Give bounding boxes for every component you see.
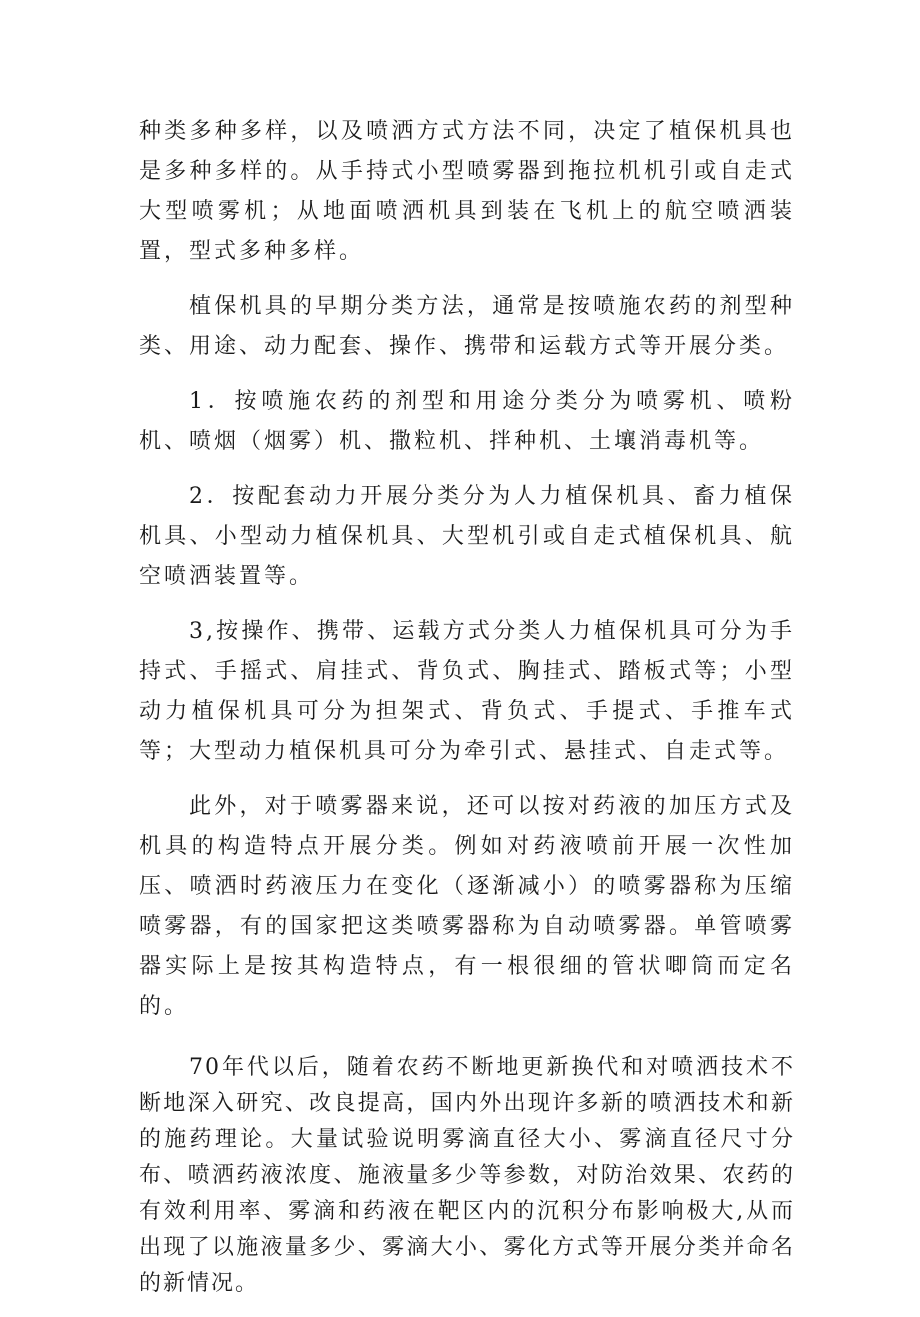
paragraph-3: 1．按喷施农药的剂型和用途分类分为喷雾机、喷粉机、喷烟（烟雾）机、撒粒机、拌种机、土壤消毒机等。 bbox=[139, 389, 795, 454]
paragraph-7: 70年代以后，随着农药不断地更新换代和对喷洒技术不断地深入研究、改良提高，国内外出现许多新的喷洒技术和新的施药理论。大量试验说明雾滴直径大小、雾滴直径尺寸分布、喷洒药液浓度、施液量多少等参数，对防治效果、农药的有效利用率、雾滴和药液在靶区内的沉积分布影响极大,从而出现了以施液量多少、雾滴大小、雾化方式等开展分类并命名的新情况。 bbox=[139, 1055, 795, 1296]
paragraph-4: 2．按配套动力开展分类分为人力植保机具、畜力植保机具、小型动力植保机具、大型机引或自走式植保机具、航空喷洒装置等。 bbox=[139, 484, 795, 589]
paragraph-5: 3,按操作、携带、运载方式分类人力植保机具可分为手持式、手摇式、肩挂式、背负式、胸挂式、踏板式等；小型动力植保机具可分为担架式、背负式、手提式、手推车式等；大型动力植保机具可分为牵引式、悬挂式、自走式等。 bbox=[139, 619, 795, 764]
document-body bbox=[139, 112, 795, 1317]
paragraph-1: 种类多种多样，以及喷洒方式方法不同，决定了植保机具也是多种多样的。从手持式小型喷雾器到拖拉机机引或自走式大型喷雾机；从地面喷洒机具到装在飞机上的航空喷洒装置，型式多种多样。 bbox=[139, 119, 795, 264]
paragraph-2: 植保机具的早期分类方法，通常是按喷施农药的剂型种类、用途、动力配套、操作、携带和运载方式等开展分类。 bbox=[139, 294, 795, 359]
paragraph-6: 此外，对于喷雾器来说，还可以按对药液的加压方式及机具的构造特点开展分类。例如对药液喷前开展一次性加压、喷洒时药液压力在变化（逐渐减小）的喷雾器称为压缩喷雾器，有的国家把这类喷雾器称为自动喷雾器。单管喷雾器实际上是按其构造特点，有一根很细的管状唧筒而定名的。 bbox=[139, 794, 795, 1019]
